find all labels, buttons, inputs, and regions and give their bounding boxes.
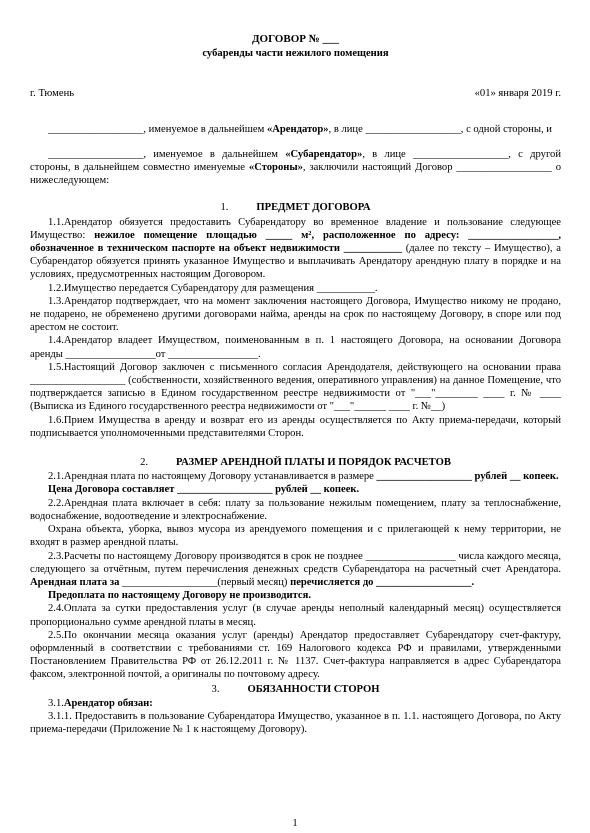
section-1-heading: 1. ПРЕДМЕТ ДОГОВОРА <box>220 202 371 214</box>
clause-2-3: 2.3.Расчеты по настоящему Договору производятся в срок не позднее _________________ числа каждого месяца, следующего за отчётным, путем перечисления денежных средств Субарендатора на расчетный счет Арендатора. Арендная плата за __________________(первый месяц) перечисляется до __________________. <box>30 550 561 588</box>
clause-1-3: 1.3.Арендатор подтверждает, что на момент заключения настоящего Договора, Имущество никому не продано, не подарено, не обременено другими договорами найма, аренды на срок по настоящему Договору, в споре или под арестом не состоит. <box>30 295 561 334</box>
clause-2-2-note: Охрана объекта, уборка, вывоз мусора из арендуемого помещения и с прилегающей к нему территории, не входят в размер арендной платы. <box>30 524 561 549</box>
clause-1-4: 1.4.Арендатор владеет Имуществом, поименованным в п. 1 настоящего Договора, на основании Договора аренды _________________от _________________. <box>30 335 561 360</box>
clause-2-5: 2.5.По окончании месяца оказания услуг (аренды) Арендатор предоставляет Субарендатору счет-фактуру, оформленный в соответствии с требованиями ст. 169 Налогового кодекса РФ и правилами, утвержденными Постановлением Правительства РФ от 26.12.2011 г. № 1137. Счет-фактура направляется в адрес Субарендатора факсом, электронной почтой, а оригиналы по почтовому адресу. <box>30 629 561 681</box>
place-date-line <box>30 87 561 100</box>
prepayment-note: Предоплата по настоящему Договору не производится. <box>48 590 311 602</box>
clause-2-1: 2.1.Арендная плата по настоящему Договору устанавливается в размере __________________ рублей __ копеек. <box>48 471 559 483</box>
clause-1-6: 1.6.Прием Имущества в аренду и возврат его из аренды осуществляется по Акту приема-передачи, который подписывается уполномоченными представителями Сторон. <box>30 414 561 439</box>
clause-3-1: 3.1.Арендатор обязан: <box>48 697 153 709</box>
party-1-paragraph: __________________, именуемое в дальнейшем «Арендатор», в лице __________________, с одной стороны, и <box>48 123 552 135</box>
clause-3-1-1: 3.1.1. Предоставить в пользование Субарендатора Имущество, указанное в п. 1.1. настоящего Договора, по Акту приема-передачи (Приложение № 1 к настоящему Договору). <box>30 710 561 736</box>
party-2-paragraph: __________________, именуемое в дальнейшем «Субарендатор», в лице __________________, с другой стороны, в дальнейшем совместно именуемые «Стороны», заключили настоящий Договор __________________ о нижеследующем: <box>30 148 561 187</box>
contract-price: Цена Договора составляет __________________ рублей __ копеек. <box>48 484 360 496</box>
clause-2-4: 2.4.Оплата за сутки предоставления услуг (в случае аренды неполный календарный месяц) осуществляется пропорционально сумме арендной платы в месяц. <box>30 603 561 628</box>
page-number: 1 <box>292 818 298 829</box>
clause-1-5: 1.5.Настоящий Договор заключен с письменного согласия Арендодателя, действующего на основании права __________________ (собственности, хозяйственного ведения, оперативного управления) на данное Помещение, что подтверждается записью в Едином государственном реестре недвижимости от "___"________ ____ г. № ____ (Выписка из Единого государственного реестра недвижимости от "___"______ ____ г. №__) <box>30 361 561 413</box>
contract-subtitle: субаренды части нежилого помещения <box>202 48 389 60</box>
city: г. Тюмень <box>30 88 75 100</box>
section-2-heading: 2. РАЗМЕР АРЕНДНОЙ ПЛАТЫ И ПОРЯДОК РАСЧЕТОВ <box>140 457 451 469</box>
clause-2-2: 2.2.Арендная плата включает в себя: плату за пользование нежилым помещением, плату за теплоснабжение, водоснабжение, водоотведение и электроснабжение. <box>30 497 561 522</box>
contract-title: ДОГОВОР № ___ <box>251 33 340 45</box>
clause-1-2: 1.2.Имущество передается Субарендатору для размещения ___________. <box>48 282 378 294</box>
contract-date: «01» января 2019 г. <box>474 88 561 100</box>
section-3-heading: 3. ОБЯЗАННОСТИ СТОРОН <box>211 683 380 695</box>
clause-1-1: 1.1.Арендатор обязуется предоставить Субарендатору во временное владение и пользование следующее Имущество: нежилое помещение площадью _____ м², расположенное по адресу: _________________, обозначенное в техническом паспорте на объект недвижимости ___________ (далее по тексту – Имущество), а Субарендатор обязуется принять указанное Имущество и выплачивать Арендатору арендную плату в порядке и на условиях, предусмотренных настоящим Договором. <box>30 216 561 281</box>
